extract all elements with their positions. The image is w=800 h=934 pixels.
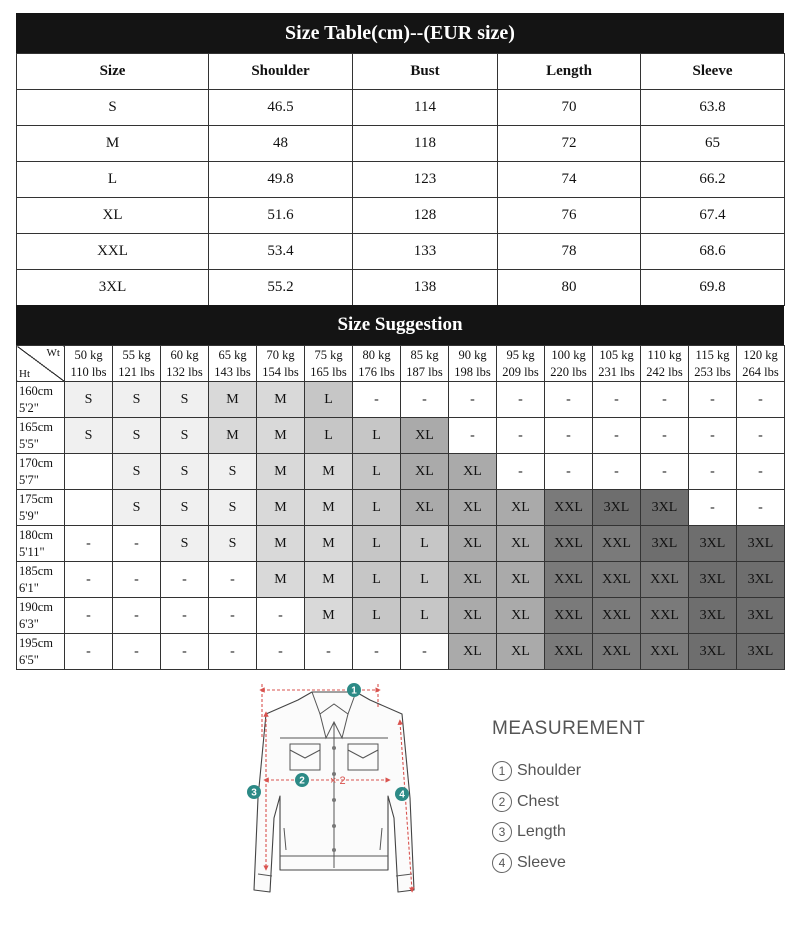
weight-kg: 55 kg: [122, 347, 151, 362]
header-sleeve: Sleeve: [641, 54, 785, 90]
suggested-size-cell: -: [113, 634, 161, 670]
cell-sleeve: 67.4: [641, 198, 785, 234]
height-header-cell: [17, 382, 65, 418]
suggested-size-cell: -: [737, 454, 785, 490]
suggested-size-cell: -: [449, 418, 497, 454]
suggested-size-cell: S: [161, 490, 209, 526]
suggested-size-cell: -: [449, 382, 497, 418]
cell-size: XXL: [17, 234, 209, 270]
suggested-size-cell: S: [113, 490, 161, 526]
suggested-size-cell: XXL: [545, 526, 593, 562]
suggested-size-cell: -: [737, 382, 785, 418]
height-header-cell: [17, 562, 65, 598]
suggested-size-cell: M: [209, 382, 257, 418]
weight-kg: 100 kg: [551, 347, 586, 362]
suggested-size-cell: -: [641, 454, 689, 490]
suggested-size-cell: -: [161, 634, 209, 670]
suggested-size-cell: -: [209, 562, 257, 598]
header-shoulder: Shoulder: [209, 54, 353, 90]
suggested-size-cell: -: [353, 634, 401, 670]
suggested-size-cell: XL: [497, 598, 545, 634]
suggested-size-cell: XXL: [593, 634, 641, 670]
size-suggestion-title: Size Suggestion: [16, 305, 784, 345]
height-row: [17, 490, 785, 526]
suggested-size-cell: M: [257, 562, 305, 598]
weight-header-cell: [689, 346, 737, 382]
weight-lbs: 165 lbs: [310, 364, 347, 379]
weight-header-cell: [209, 346, 257, 382]
weight-header-cell: [497, 346, 545, 382]
height-ft: 5'5": [19, 436, 39, 451]
weight-header-cell: [593, 346, 641, 382]
suggested-size-cell: S: [209, 490, 257, 526]
suggested-size-cell: -: [401, 382, 449, 418]
suggested-size-cell: S: [161, 418, 209, 454]
size-row: [17, 198, 785, 234]
height-ft: 6'1": [19, 580, 39, 595]
height-row: [17, 454, 785, 490]
suggested-size-cell: -: [689, 418, 737, 454]
suggested-size-cell: XXL: [593, 526, 641, 562]
suggested-size-cell: S: [113, 454, 161, 490]
cell-shoulder: 53.4: [209, 234, 353, 270]
weight-lbs: 121 lbs: [118, 364, 155, 379]
weight-lbs: 253 lbs: [694, 364, 731, 379]
cell-length: 76: [498, 198, 641, 234]
suggested-size-cell: L: [353, 490, 401, 526]
suggested-size-cell: 3XL: [737, 634, 785, 670]
svg-text:1: 1: [351, 685, 357, 697]
cell-size: XL: [17, 198, 209, 234]
suggested-size-cell: -: [209, 598, 257, 634]
measurement-legend: [492, 718, 645, 878]
weight-kg: 110 kg: [647, 347, 682, 362]
jacket-measurement-diagram: [228, 678, 440, 914]
suggested-size-cell: XXL: [545, 490, 593, 526]
suggested-size-cell: 3XL: [689, 634, 737, 670]
suggested-size-cell: XL: [497, 526, 545, 562]
height-row: [17, 562, 785, 598]
suggested-size-cell: S: [161, 526, 209, 562]
suggested-size-cell: S: [209, 526, 257, 562]
suggested-size-cell: M: [257, 526, 305, 562]
height-cm: 195cm: [19, 635, 54, 650]
weight-kg: 60 kg: [170, 347, 199, 362]
suggested-size-cell: S: [113, 418, 161, 454]
svg-text:2: 2: [299, 775, 305, 787]
suggested-size-cell: -: [353, 382, 401, 418]
suggested-size-cell: L: [353, 598, 401, 634]
size-row: [17, 270, 785, 306]
marker-3-icon: [247, 785, 261, 799]
suggested-size-cell: XXL: [545, 562, 593, 598]
suggested-size-cell: -: [641, 382, 689, 418]
cell-bust: 128: [353, 198, 498, 234]
suggested-size-cell: -: [497, 382, 545, 418]
suggested-size-cell: -: [65, 562, 113, 598]
suggested-size-cell: -: [65, 634, 113, 670]
cell-size: S: [17, 90, 209, 126]
size-table-title: Size Table(cm)--(EUR size): [16, 13, 784, 53]
suggested-size-cell: XL: [449, 598, 497, 634]
weight-header-cell: [641, 346, 689, 382]
height-row: [17, 526, 785, 562]
suggested-size-cell: L: [401, 562, 449, 598]
weight-lbs: 264 lbs: [742, 364, 779, 379]
suggested-size-cell: L: [401, 526, 449, 562]
height-header-cell: [17, 418, 65, 454]
weight-header-cell: [113, 346, 161, 382]
weight-header-row: [17, 346, 785, 382]
cell-shoulder: 49.8: [209, 162, 353, 198]
suggested-size-cell: M: [257, 490, 305, 526]
suggested-size-cell: -: [113, 562, 161, 598]
suggested-size-cell: -: [593, 418, 641, 454]
marker-1-icon: [347, 683, 361, 697]
suggested-size-cell: -: [401, 634, 449, 670]
chest-times-two-mark: × 2: [330, 775, 346, 787]
suggested-size-cell: M: [305, 562, 353, 598]
legend-label-chest: Chest: [517, 792, 559, 810]
size-row: [17, 126, 785, 162]
weight-header-cell: [449, 346, 497, 382]
suggested-size-cell: -: [641, 418, 689, 454]
marker-2-icon: [295, 773, 309, 787]
suggested-size-cell: M: [305, 454, 353, 490]
legend-number-3: 3: [492, 822, 512, 842]
suggested-size-cell: -: [497, 454, 545, 490]
suggested-size-cell: L: [305, 382, 353, 418]
suggested-size-cell: L: [353, 454, 401, 490]
suggested-size-cell: -: [305, 634, 353, 670]
cell-shoulder: 51.6: [209, 198, 353, 234]
weight-kg: 80 kg: [362, 347, 391, 362]
size-table: [16, 53, 785, 306]
suggested-size-cell: S: [161, 382, 209, 418]
suggested-size-cell: -: [257, 634, 305, 670]
svg-text:3: 3: [251, 787, 257, 799]
legend-label-shoulder: Shoulder: [517, 762, 582, 780]
weight-kg: 115 kg: [695, 347, 730, 362]
suggested-size-cell: L: [353, 562, 401, 598]
legend-number-4: 4: [492, 853, 512, 873]
weight-kg: 120 kg: [743, 347, 778, 362]
cell-length: 80: [498, 270, 641, 306]
suggested-size-cell: M: [305, 526, 353, 562]
height-ft: 6'3": [19, 616, 39, 631]
suggested-size-cell: XXL: [641, 634, 689, 670]
height-row: [17, 418, 785, 454]
suggested-size-cell: XXL: [593, 598, 641, 634]
suggested-size-cell: L: [353, 418, 401, 454]
suggested-size-cell: [65, 490, 113, 526]
suggested-size-cell: XL: [449, 490, 497, 526]
height-cm: 190cm: [19, 599, 54, 614]
height-ft: 6'5": [19, 652, 39, 667]
suggested-size-cell: -: [545, 454, 593, 490]
suggested-size-cell: -: [545, 382, 593, 418]
cell-shoulder: 48: [209, 126, 353, 162]
suggested-size-cell: XL: [497, 562, 545, 598]
height-header-cell: [17, 634, 65, 670]
suggested-size-cell: [65, 454, 113, 490]
suggested-size-cell: S: [65, 382, 113, 418]
suggested-size-cell: -: [65, 526, 113, 562]
suggested-size-cell: 3XL: [689, 598, 737, 634]
cell-bust: 123: [353, 162, 498, 198]
cell-sleeve: 65: [641, 126, 785, 162]
legend-item-shoulder: [492, 756, 645, 787]
suggested-size-cell: -: [593, 382, 641, 418]
suggested-size-cell: M: [257, 454, 305, 490]
height-ft: 5'7": [19, 472, 39, 487]
height-ft: 5'9": [19, 508, 39, 523]
weight-lbs: 231 lbs: [598, 364, 635, 379]
height-cm: 175cm: [19, 491, 54, 506]
cell-sleeve: 63.8: [641, 90, 785, 126]
legend-item-sleeve: [492, 848, 645, 879]
suggested-size-cell: M: [257, 382, 305, 418]
suggested-size-cell: -: [161, 562, 209, 598]
size-suggestion-table: [16, 345, 785, 670]
suggested-size-cell: -: [689, 454, 737, 490]
suggested-size-cell: 3XL: [689, 562, 737, 598]
suggested-size-cell: -: [113, 526, 161, 562]
suggested-size-cell: XL: [449, 562, 497, 598]
header-length: Length: [498, 54, 641, 90]
weight-lbs: 110 lbs: [70, 364, 107, 379]
cell-bust: 114: [353, 90, 498, 126]
suggested-size-cell: S: [209, 454, 257, 490]
height-cm: 180cm: [19, 527, 54, 542]
suggested-size-cell: XL: [497, 634, 545, 670]
size-row: [17, 162, 785, 198]
weight-lbs: 242 lbs: [646, 364, 683, 379]
suggested-size-cell: L: [305, 418, 353, 454]
weight-kg: 75 kg: [314, 347, 343, 362]
weight-header-cell: [65, 346, 113, 382]
suggested-size-cell: XXL: [641, 562, 689, 598]
weight-header-cell: [401, 346, 449, 382]
weight-header-cell: [353, 346, 401, 382]
suggested-size-cell: -: [257, 598, 305, 634]
suggested-size-cell: 3XL: [737, 598, 785, 634]
suggested-size-cell: M: [257, 418, 305, 454]
cell-shoulder: 46.5: [209, 90, 353, 126]
suggested-size-cell: XXL: [641, 598, 689, 634]
suggested-size-cell: 3XL: [689, 526, 737, 562]
legend-number-1: 1: [492, 761, 512, 781]
suggested-size-cell: S: [161, 454, 209, 490]
weight-lbs: 198 lbs: [454, 364, 491, 379]
size-row: [17, 90, 785, 126]
cell-length: 74: [498, 162, 641, 198]
weight-header-cell: [545, 346, 593, 382]
cell-length: 72: [498, 126, 641, 162]
size-table-header-row: [17, 54, 785, 90]
suggested-size-cell: 3XL: [737, 526, 785, 562]
cell-size: L: [17, 162, 209, 198]
height-cm: 170cm: [19, 455, 54, 470]
suggested-size-cell: -: [113, 598, 161, 634]
cell-shoulder: 55.2: [209, 270, 353, 306]
legend-number-2: 2: [492, 792, 512, 812]
weight-lbs: 132 lbs: [166, 364, 203, 379]
suggested-size-cell: 3XL: [641, 490, 689, 526]
cell-bust: 118: [353, 126, 498, 162]
suggested-size-cell: XL: [449, 454, 497, 490]
suggested-size-cell: -: [497, 418, 545, 454]
marker-4-icon: [395, 787, 409, 801]
suggested-size-cell: -: [545, 418, 593, 454]
weight-header-cell: [305, 346, 353, 382]
cell-size: 3XL: [17, 270, 209, 306]
height-ft: 5'2": [19, 400, 39, 415]
suggested-size-cell: XL: [401, 418, 449, 454]
height-axis-label: Ht: [19, 368, 30, 380]
suggested-size-cell: -: [737, 490, 785, 526]
measurement-heading: MEASUREMENT: [492, 718, 646, 739]
weight-lbs: 220 lbs: [550, 364, 587, 379]
wt-ht-corner-cell: [17, 346, 65, 382]
legend-label-sleeve: Sleeve: [517, 853, 566, 871]
cell-sleeve: 68.6: [641, 234, 785, 270]
cell-bust: 138: [353, 270, 498, 306]
weight-header-cell: [257, 346, 305, 382]
cell-sleeve: 66.2: [641, 162, 785, 198]
suggested-size-cell: -: [689, 490, 737, 526]
cell-size: M: [17, 126, 209, 162]
weight-kg: 50 kg: [74, 347, 103, 362]
suggested-size-cell: 3XL: [593, 490, 641, 526]
weight-kg: 70 kg: [266, 347, 295, 362]
suggested-size-cell: S: [65, 418, 113, 454]
weight-lbs: 143 lbs: [214, 364, 251, 379]
legend-item-length: [492, 817, 645, 848]
suggested-size-cell: -: [209, 634, 257, 670]
suggested-size-cell: S: [113, 382, 161, 418]
suggested-size-cell: -: [161, 598, 209, 634]
cell-bust: 133: [353, 234, 498, 270]
height-row: [17, 382, 785, 418]
weight-lbs: 176 lbs: [358, 364, 395, 379]
suggested-size-cell: M: [305, 490, 353, 526]
suggested-size-cell: XL: [497, 490, 545, 526]
suggested-size-cell: -: [737, 418, 785, 454]
weight-header-cell: [161, 346, 209, 382]
size-row: [17, 234, 785, 270]
weight-kg: 85 kg: [410, 347, 439, 362]
weight-axis-label: Wt: [46, 347, 60, 359]
cell-length: 70: [498, 90, 641, 126]
suggested-size-cell: XL: [449, 526, 497, 562]
height-header-cell: [17, 598, 65, 634]
weight-kg: 105 kg: [599, 347, 634, 362]
height-cm: 165cm: [19, 419, 54, 434]
suggested-size-cell: XXL: [593, 562, 641, 598]
cell-sleeve: 69.8: [641, 270, 785, 306]
legend-item-chest: [492, 787, 645, 818]
suggested-size-cell: 3XL: [641, 526, 689, 562]
suggested-size-cell: -: [65, 598, 113, 634]
height-cm: 160cm: [19, 383, 54, 398]
height-ft: 5'11": [19, 544, 45, 559]
weight-kg: 65 kg: [218, 347, 247, 362]
legend-label-length: Length: [517, 823, 566, 841]
height-row: [17, 634, 785, 670]
suggested-size-cell: XL: [401, 490, 449, 526]
suggested-size-cell: M: [305, 598, 353, 634]
weight-kg: 95 kg: [506, 347, 535, 362]
svg-text:4: 4: [399, 789, 405, 801]
weight-lbs: 187 lbs: [406, 364, 443, 379]
cell-length: 78: [498, 234, 641, 270]
weight-header-cell: [737, 346, 785, 382]
header-size: Size: [17, 54, 209, 90]
height-header-cell: [17, 454, 65, 490]
weight-lbs: 154 lbs: [262, 364, 299, 379]
suggested-size-cell: XL: [401, 454, 449, 490]
weight-kg: 90 kg: [458, 347, 487, 362]
suggested-size-cell: L: [401, 598, 449, 634]
weight-lbs: 209 lbs: [502, 364, 539, 379]
height-cm: 185cm: [19, 563, 54, 578]
suggested-size-cell: XXL: [545, 634, 593, 670]
height-header-cell: [17, 490, 65, 526]
header-bust: Bust: [353, 54, 498, 90]
suggested-size-cell: XL: [449, 634, 497, 670]
suggested-size-cell: M: [209, 418, 257, 454]
suggested-size-cell: L: [353, 526, 401, 562]
height-row: [17, 598, 785, 634]
suggested-size-cell: -: [593, 454, 641, 490]
suggested-size-cell: 3XL: [737, 562, 785, 598]
suggested-size-cell: -: [689, 382, 737, 418]
suggested-size-cell: XXL: [545, 598, 593, 634]
height-header-cell: [17, 526, 65, 562]
